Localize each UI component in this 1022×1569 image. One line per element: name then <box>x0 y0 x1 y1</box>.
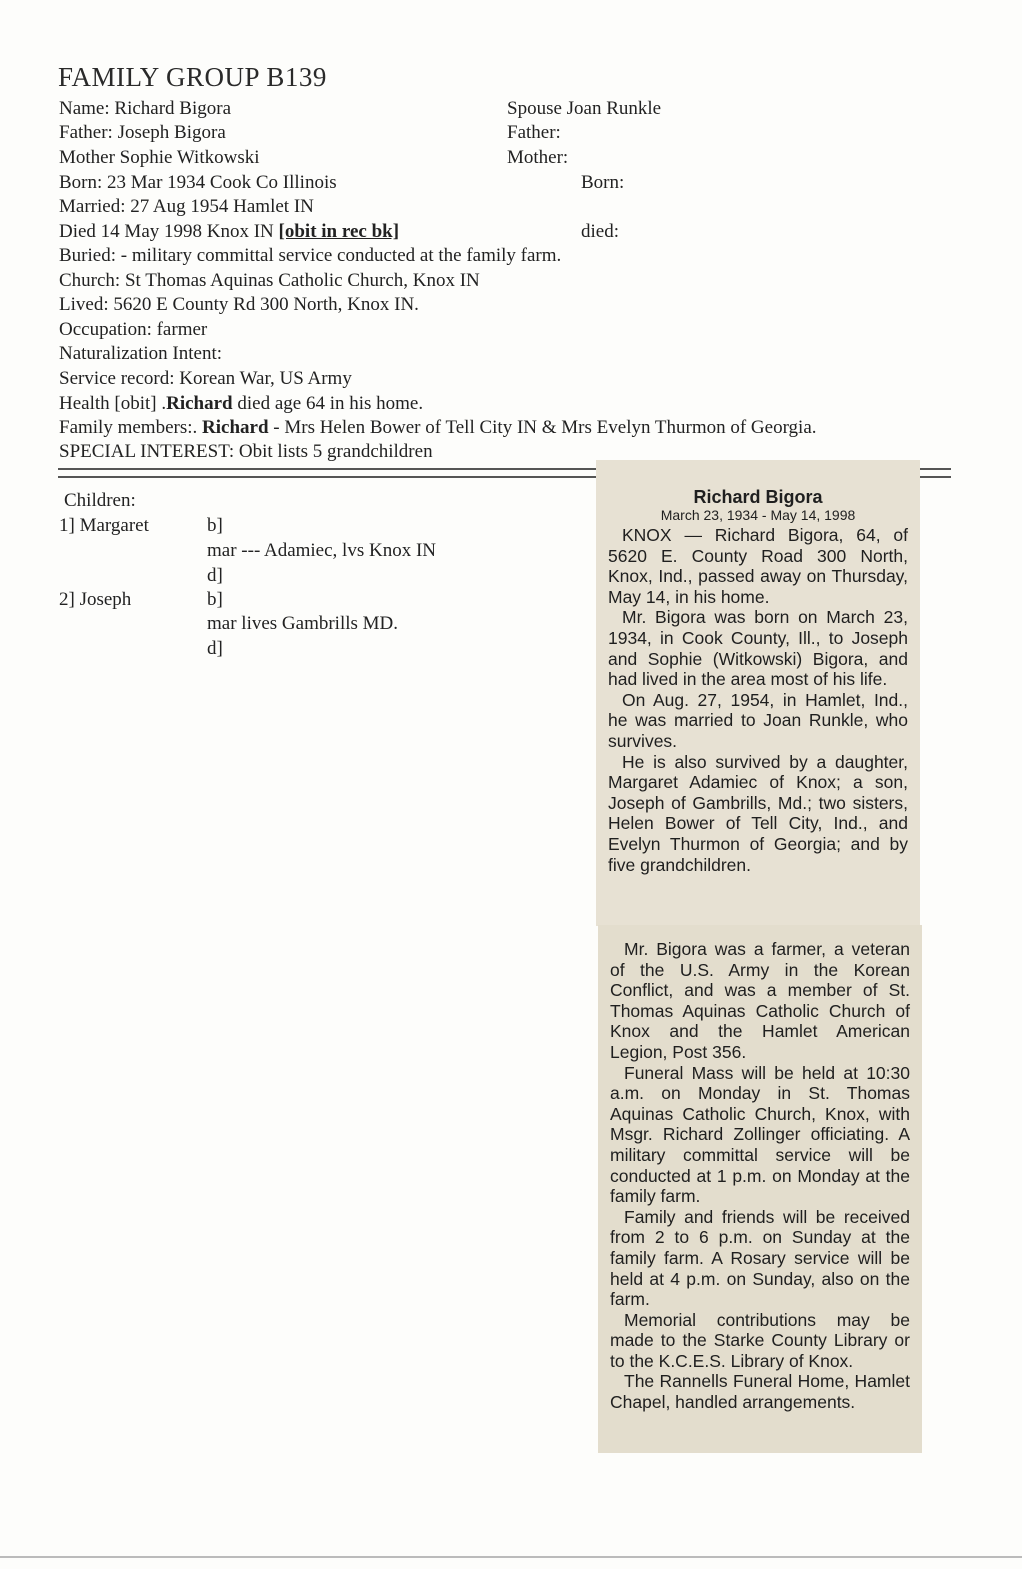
obituary-dates: March 23, 1934 - May 14, 1998 <box>660 507 856 523</box>
father-field: Father: Joseph Bigora <box>59 122 226 143</box>
child-1-name: 1] Margaret <box>59 515 149 536</box>
spouse-field: Spouse Joan Runkle <box>507 98 662 119</box>
service-field: Service record: Korean War, US Army <box>59 368 352 389</box>
name-field: Name: Richard Bigora <box>59 98 232 119</box>
spouse-born-field: Born: <box>581 172 625 193</box>
obituary-clipping-bottom <box>598 925 922 1453</box>
obituary-paragraph: On Aug. 27, 1954, in Hamlet, Ind., he was married to Joan Runkle, who survives. <box>608 689 908 751</box>
obituary-paragraph: KNOX — Richard Bigora, 64, of 5620 E. County Road 300 North, Knox, Ind., passed away on Thursday, May 14, in his home. <box>608 525 908 607</box>
obituary-paragraph: The Rannells Funeral Home, Hamlet Chapel, handled arrangements. <box>610 1371 910 1413</box>
obituary-paragraph: Mr. Bigora was a farmer, a veteran of the U.S. Army in the Korean Conflict, and was a member of St. Thomas Aquinas Catholic Church of Knox and the Hamlet American Legion, Post 356. <box>610 939 910 1062</box>
died-field <box>59 221 399 243</box>
buried-field: Buried: - military committal service conducted at the family farm. <box>59 245 562 266</box>
spouse-mother-field: Mother: <box>507 147 569 168</box>
child-2-name: 2] Joseph <box>59 589 132 610</box>
family-text: - Mrs Helen Bower of Tell City IN & Mrs Evelyn Thurmon of Georgia. <box>268 417 817 438</box>
obit-reference: [obit in rec bk] <box>278 221 400 242</box>
spouse-died-field: died: <box>581 221 619 242</box>
special-interest-field: SPECIAL INTEREST: Obit lists 5 grandchildren <box>59 441 433 462</box>
family-name: Richard <box>202 417 269 438</box>
family-members-field <box>59 417 817 439</box>
died-text: Died 14 May 1998 Knox IN <box>59 221 279 242</box>
health-text: died age 64 in his home. <box>232 393 424 414</box>
child-1-married: mar --- Adamiec, lvs Knox IN <box>207 540 436 561</box>
health-field <box>59 393 423 415</box>
church-field: Church: St Thomas Aquinas Catholic Church, Knox IN <box>59 270 480 291</box>
born-field: Born: 23 Mar 1934 Cook Co Illinois <box>59 172 337 193</box>
lived-field: Lived: 5620 E County Rd 300 North, Knox IN. <box>59 294 419 315</box>
child-1-died: d] <box>207 565 223 586</box>
obituary-paragraph: Mr. Bigora was born on March 23, 1934, in Cook County, Ill., to Joseph and Sophie (Witkowski) Bigora, and had lived in the area most of his life. <box>608 607 908 690</box>
child-2-died: d] <box>207 638 223 659</box>
married-field: Married: 27 Aug 1954 Hamlet IN <box>59 196 314 217</box>
child-2-married: mar lives Gambrills MD. <box>207 613 399 634</box>
page-title: FAMILY GROUP B139 <box>58 62 327 92</box>
obituary-paragraph: Family and friends will be received from 2 to 6 p.m. on Sunday at the family farm. A Rosary service will be held at 4 p.m. on Sunday, also on the farm. <box>610 1206 910 1310</box>
obituary-name: Richard Bigora <box>693 487 823 507</box>
obituary-clipping-top <box>596 460 920 926</box>
spouse-father-field: Father: <box>507 122 561 143</box>
health-name: Richard <box>166 393 233 414</box>
children-header: Children: <box>64 490 136 511</box>
obituary-paragraph: Funeral Mass will be held at 10:30 a.m. on Monday in St. Thomas Aquinas Catholic Church, Knox, with Msgr. Richard Zollinger officiating. A military committal service will be conducted at 1 p.m. on Monday at the family farm. <box>610 1062 910 1207</box>
obituary-paragraph: He is also survived by a daughter, Margaret Adamiec of Knox; a son, Joseph of Gambrills, Md.; two sisters, Helen Bower of Tell City, Ind., and Evelyn Thurmon of Georgia; and by five grandchildren. <box>608 751 908 875</box>
child-2-born: b] <box>207 589 223 610</box>
health-prefix: Health [obit] . <box>59 393 167 414</box>
obituary-paragraph: Memorial contributions may be made to the Starke County Library or to the K.C.E.S. Library of Knox. <box>610 1309 910 1371</box>
page-edge <box>0 1556 1022 1558</box>
child-1-born: b] <box>207 515 223 536</box>
family-prefix: Family members:. <box>59 417 203 438</box>
naturalization-field: Naturalization Intent: <box>59 343 223 364</box>
occupation-field: Occupation: farmer <box>59 319 208 340</box>
mother-field: Mother Sophie Witkowski <box>59 147 260 168</box>
